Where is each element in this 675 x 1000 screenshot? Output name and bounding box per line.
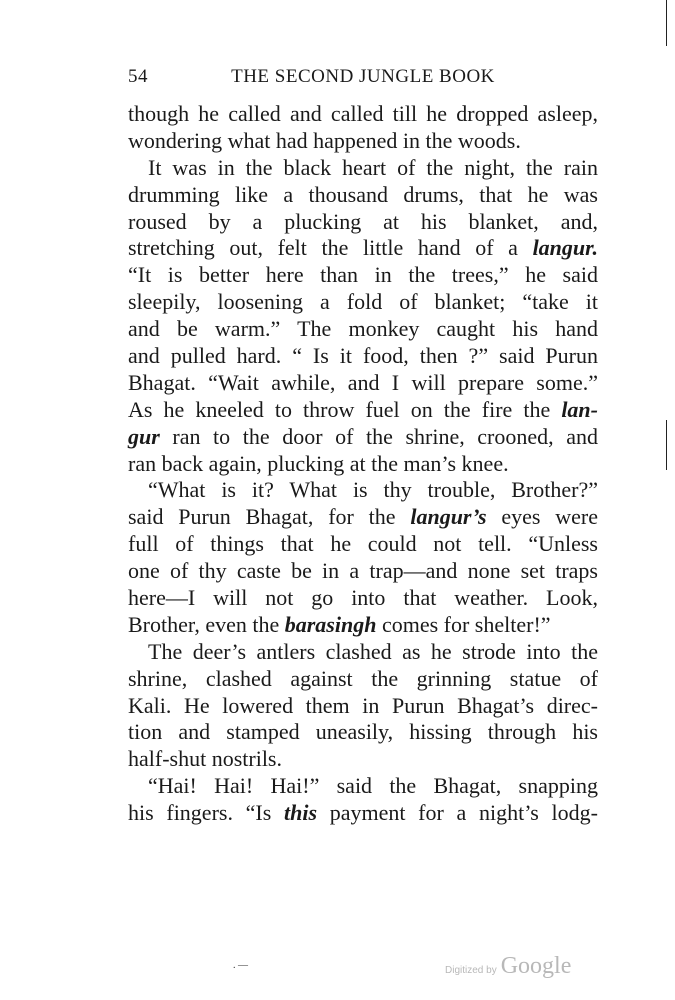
text-line: roused by a plucking at his blanket, and, [128, 208, 598, 234]
google-logo: Google [500, 953, 572, 979]
text-line: one of thy caste be in a trap—and none set traps [128, 558, 598, 584]
text-line: here—I will not go into that weather. Look, [128, 585, 598, 611]
text-line: As he kneeled to throw fuel on the fire the lan- [128, 396, 598, 422]
italic-word: lan- [561, 396, 598, 422]
text-line: The deer’s antlers clashed as he strode into the [148, 638, 598, 664]
italic-word: barasingh [284, 611, 377, 637]
italic-word: this [284, 800, 318, 826]
text-line: and be warm.” The monkey caught his hand [128, 316, 598, 342]
text-line: though he called and called till he dropped asleep, [128, 101, 598, 126]
text-line: his fingers. “Is this payment for a night’s lodg- [128, 800, 598, 826]
body-text [128, 101, 598, 827]
text-line: said Purun Bhagat, for the langur’s eyes were [128, 504, 598, 530]
page-edge-mark-middle [666, 420, 667, 470]
italic-word: gur [128, 423, 160, 449]
text-line: “It is better here than in the trees,” he said [128, 262, 598, 288]
page-edge-mark-top [666, 0, 667, 46]
text-line: “Hai! Hai! Hai!” said the Bhagat, snapping [148, 773, 598, 799]
text-line: “What is it? What is thy trouble, Brother?” [148, 477, 598, 503]
text-line: Brother, even the barasingh comes for shelter!” [128, 611, 551, 637]
text-line: Bhagat. “Wait awhile, and I will prepare some.” [128, 369, 598, 395]
text-line: gur ran to the door of the shrine, crooned, and [128, 423, 598, 449]
text-line: tion and stamped uneasily, hissing through his [128, 719, 598, 745]
text-line: sleepily, loosening a fold of blanket; “take it [128, 289, 598, 315]
text-line: and pulled hard. “ Is it food, then ?” said Purun [128, 343, 598, 369]
text-line: shrine, clashed against the grinning statue of [128, 665, 598, 691]
digitized-prefix: Digitized by [445, 965, 497, 976]
text-line: Kali. He lowered them in Purun Bhagat’s direc- [128, 692, 598, 718]
text-line: ran back again, plucking at the man’s knee. [128, 450, 509, 476]
text-line: It was in the black heart of the night, the rain [148, 154, 598, 180]
page-number: 54 [128, 66, 148, 87]
text-line: half-shut nostrils. [128, 746, 282, 772]
italic-word: langur. [532, 235, 598, 261]
running-head: THE SECOND JUNGLE BOOK [231, 66, 495, 87]
text-line: full of things that he could not tell. “Unless [128, 531, 598, 557]
digitized-by-watermark [445, 953, 571, 980]
page-header [128, 66, 598, 94]
text-line: stretching out, felt the little hand of a langur. [128, 235, 598, 261]
footer-print-mark: . — [233, 960, 248, 971]
italic-word: langur’s [410, 504, 487, 530]
text-line: wondering what had happened in the woods. [128, 127, 521, 153]
text-line: drumming like a thousand drums, that he was [128, 181, 598, 207]
